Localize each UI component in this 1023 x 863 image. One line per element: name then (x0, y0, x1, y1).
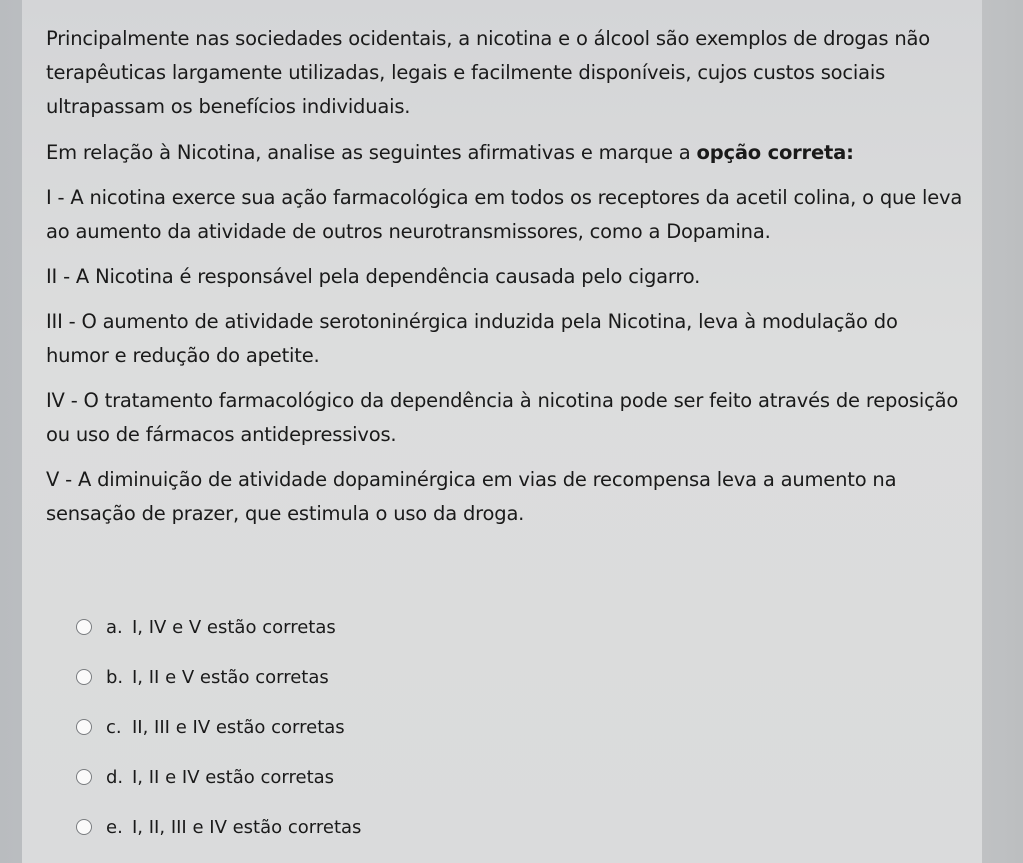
option-text: I, II, III e IV estão corretas (132, 816, 362, 838)
radio-button[interactable] (76, 719, 92, 735)
option-letter: d. (106, 766, 124, 788)
answer-option-c[interactable] (76, 712, 361, 742)
radio-button[interactable] (76, 619, 92, 635)
option-text: I, II e V estão corretas (132, 666, 329, 688)
question-prompt-emphasis: opção correta: (696, 141, 854, 164)
option-text: I, II e IV estão corretas (132, 766, 335, 788)
option-letter: c. (106, 716, 122, 738)
radio-button[interactable] (76, 819, 92, 835)
answer-option-d[interactable] (76, 762, 361, 792)
option-letter: a. (106, 616, 123, 638)
option-letter: e. (106, 816, 123, 838)
question-intro: Principalmente nas sociedades ocidentais, a nicotina e o álcool são exemplos de drogas não terapêuticas largamente utilizadas, legais e facilmente disponíveis, cujos custos sociais ultrapassam os benefícios individuais. (46, 27, 930, 118)
radio-button[interactable] (76, 769, 92, 785)
option-text: II, III e IV estão corretas (132, 716, 345, 738)
question-prompt (46, 136, 966, 170)
option-letter: b. (106, 666, 124, 688)
statement-5: V - A diminuição de atividade dopaminérgica em vias de recompensa leva a aumento na sensação de prazer, que estimula o uso da droga. (46, 468, 897, 525)
answer-option-e[interactable] (76, 812, 361, 842)
option-text: I, IV e V estão corretas (132, 616, 336, 638)
statement-2: II - A Nicotina é responsável pela dependência causada pelo cigarro. (46, 265, 701, 288)
answer-option-b[interactable] (76, 662, 361, 692)
question-prompt-text: Em relação à Nicotina, analise as seguintes afirmativas e marque a (46, 141, 697, 164)
radio-button[interactable] (76, 669, 92, 685)
statement-4: IV - O tratamento farmacológico da dependência à nicotina pode ser feito através de reposição ou uso de fármacos antidepressivos. (46, 389, 959, 446)
question-content (46, 22, 966, 542)
statement-1: I - A nicotina exerce sua ação farmacológica em todos os receptores da acetil colina, o que leva ao aumento da atividade de outros neurotransmissores, como a Dopamina. (46, 186, 963, 243)
answer-option-a[interactable] (76, 612, 361, 642)
statement-3: III - O aumento de atividade serotoninérgica induzida pela Nicotina, leva à modulação do humor e redução do apetite. (46, 310, 898, 367)
answer-options (76, 612, 361, 862)
